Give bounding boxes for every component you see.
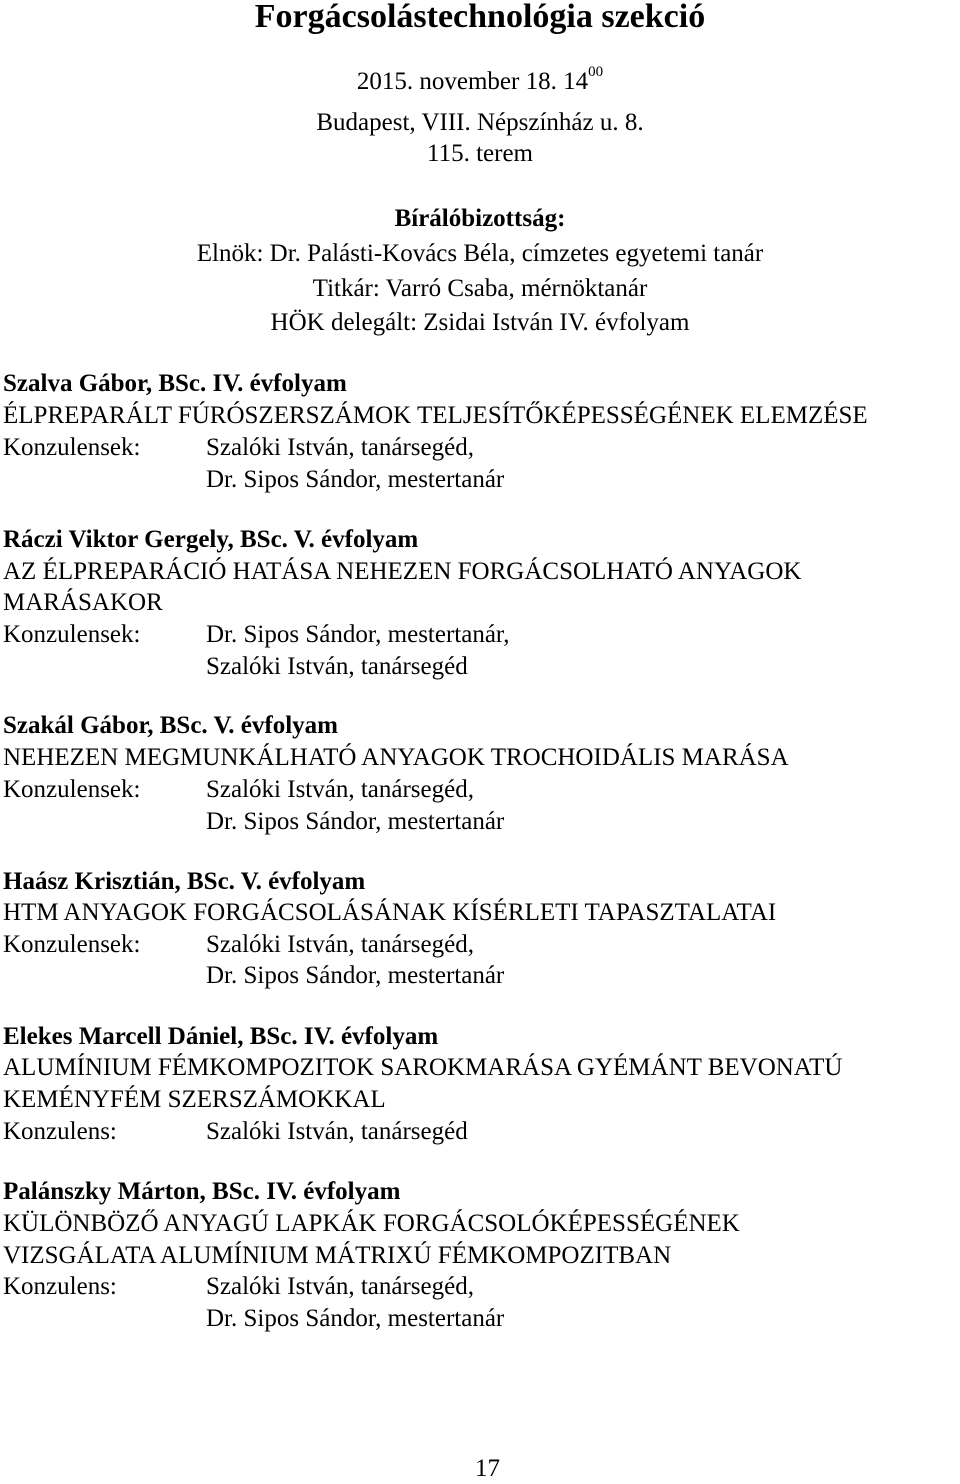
- entry-title-line: KEMÉNYFÉM SZERSZÁMOKKAL: [3, 1086, 386, 1113]
- entry-title-line: KÜLÖNBÖZŐ ANYAGÚ LAPKÁK FORGÁCSOLÓKÉPESSÉGÉNEK: [3, 1210, 740, 1237]
- committee-heading: Bírálóbizottság:: [394, 205, 566, 232]
- consultant-label: Konzulens:: [3, 1118, 117, 1145]
- consultant-name: Dr. Sipos Sándor, mestertanár: [206, 808, 505, 835]
- consultant-label: Konzulens:: [3, 1273, 117, 1300]
- entry-name: Ráczi Viktor Gergely, BSc. V. évfolyam: [3, 526, 419, 553]
- event-date: [0, 64, 960, 97]
- consultant-name: Szalóki István, tanársegéd,: [206, 931, 474, 958]
- consultant-name: Szalóki István, tanársegéd,: [206, 776, 474, 803]
- consultant-name: Dr. Sipos Sándor, mestertanár: [206, 1305, 505, 1332]
- event-room: 115. terem: [427, 140, 533, 167]
- consultant-name: Dr. Sipos Sándor, mestertanár,: [206, 621, 510, 648]
- consultant-name: Dr. Sipos Sándor, mestertanár: [206, 962, 505, 989]
- committee-chair: Elnök: Dr. Palásti-Kovács Béla, címzetes egyetemi tanár: [196, 240, 764, 267]
- entry-name: Szalva Gábor, BSc. IV. évfolyam: [3, 370, 347, 397]
- consultant-name: Szalóki István, tanársegéd,: [206, 434, 474, 461]
- entry-name: Haász Krisztián, BSc. V. évfolyam: [3, 868, 366, 895]
- consultant-name: Szalóki István, tanársegéd: [206, 653, 468, 680]
- entry-title-line: HTM ANYAGOK FORGÁCSOLÁSÁNAK KÍSÉRLETI TAPASZTALATAI: [3, 899, 777, 926]
- page-title: Forgácsolástechnológia szekció: [254, 0, 706, 35]
- consultant-label: Konzulensek:: [3, 931, 141, 958]
- entry-title-line: MARÁSAKOR: [3, 589, 163, 616]
- entry-title-line: ALUMÍNIUM FÉMKOMPOZITOK SAROKMARÁSA GYÉMÁNT BEVONATÚ: [3, 1054, 843, 1081]
- committee-secretary: Titkár: Varró Csaba, mérnöktanár: [312, 275, 648, 302]
- consultant-label: Konzulensek:: [3, 434, 141, 461]
- consultant-name: Szalóki István, tanársegéd: [206, 1118, 468, 1145]
- event-address: Budapest, VIII. Népszínház u. 8.: [316, 109, 644, 136]
- consultant-label: Konzulensek:: [3, 776, 141, 803]
- committee-delegate: HÖK delegált: Zsidai István IV. évfolyam: [270, 309, 690, 336]
- page-number: 17: [475, 1455, 500, 1482]
- entry-title-line: VIZSGÁLATA ALUMÍNIUM MÁTRIXÚ FÉMKOMPOZITBAN: [3, 1242, 672, 1269]
- consultant-name: Szalóki István, tanársegéd,: [206, 1273, 474, 1300]
- event-time-superscript: 00: [588, 64, 604, 80]
- entry-name: Szakál Gábor, BSc. V. évfolyam: [3, 712, 338, 739]
- consultant-label: Konzulensek:: [3, 621, 141, 648]
- consultant-name: Dr. Sipos Sándor, mestertanár: [206, 466, 505, 493]
- entry-title-line: ÉLPREPARÁLT FÚRÓSZERSZÁMOK TELJESÍTŐKÉPESSÉGÉNEK ELEMZÉSE: [3, 402, 868, 429]
- entry-title-line: NEHEZEN MEGMUNKÁLHATÓ ANYAGOK TROCHOIDÁLIS MARÁSA: [3, 744, 789, 771]
- event-date-text: 2015. november 18. 14: [356, 68, 589, 95]
- entry-name: Elekes Marcell Dániel, BSc. IV. évfolyam: [3, 1023, 439, 1050]
- entry-name: Palánszky Márton, BSc. IV. évfolyam: [3, 1178, 401, 1205]
- entry-title-line: AZ ÉLPREPARÁCIÓ HATÁSA NEHEZEN FORGÁCSOLHATÓ ANYAGOK: [3, 558, 802, 585]
